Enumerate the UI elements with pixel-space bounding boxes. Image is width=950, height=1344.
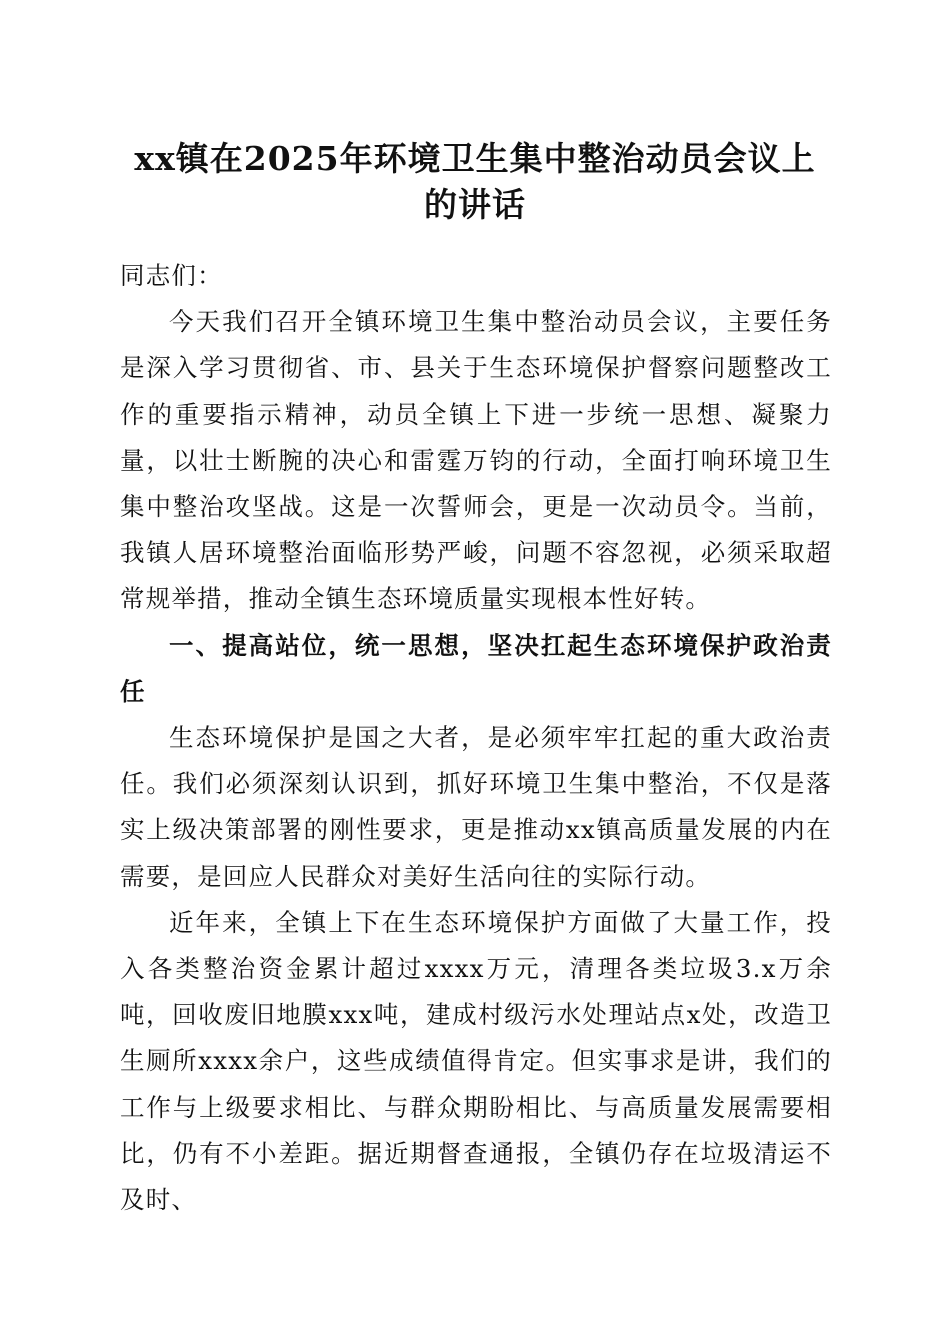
section-1-paragraph-2: 近年来，全镇上下在生态环境保护方面做了大量工作，投入各类整治资金累计超过xxxx万元，清理各类垃圾3.x万余吨，回收废旧地膜xxx吨，建成村级污水处理站点x处，改造卫生厕所xxxx余户，这些成绩值得肯定。但实事求是讲，我们的工作与上级要求相比、与群众期盼相比、与高质量发展需要相比，仍有不小差距。据近期督查通报，全镇仍存在垃圾清运不及时、: [120, 907, 832, 1215]
title-line-2: 的讲话: [424, 185, 526, 224]
salutation: 同志们：: [120, 261, 223, 290]
section-1-heading: 一、提高站位，统一思想，坚决扛起生态环境保护政治责任: [120, 630, 832, 706]
intro-paragraph: 今天我们召开全镇环境卫生集中整治动员会议，主要任务是深入学习贯彻省、市、县关于生态环境保护督察问题整改工作的重要指示精神，动员全镇上下进一步统一思想、凝聚力量，以壮士断腕的决心和雷霆万钧的行动，全面打响环境卫生集中整治攻坚战。这是一次誓师会，更是一次动员令。当前，我镇人居环境整治面临形势严峻，问题不容忽视，必须采取超常规举措，推动全镇生态环境质量实现根本性好转。: [120, 307, 832, 614]
document-body: [120, 253, 832, 1223]
title-line-1: xx镇在2025年环境卫生集中整治动员会议上: [134, 139, 816, 178]
section-1-paragraph-1: 生态环境保护是国之大者，是必须牢牢扛起的重大政治责任。我们必须深刻认识到，抓好环境卫生集中整治，不仅是落实上级决策部署的刚性要求，更是推动xx镇高质量发展的内在需要，是回应人民群众对美好生活向往的实际行动。: [120, 723, 832, 891]
document-title: [110, 136, 840, 228]
